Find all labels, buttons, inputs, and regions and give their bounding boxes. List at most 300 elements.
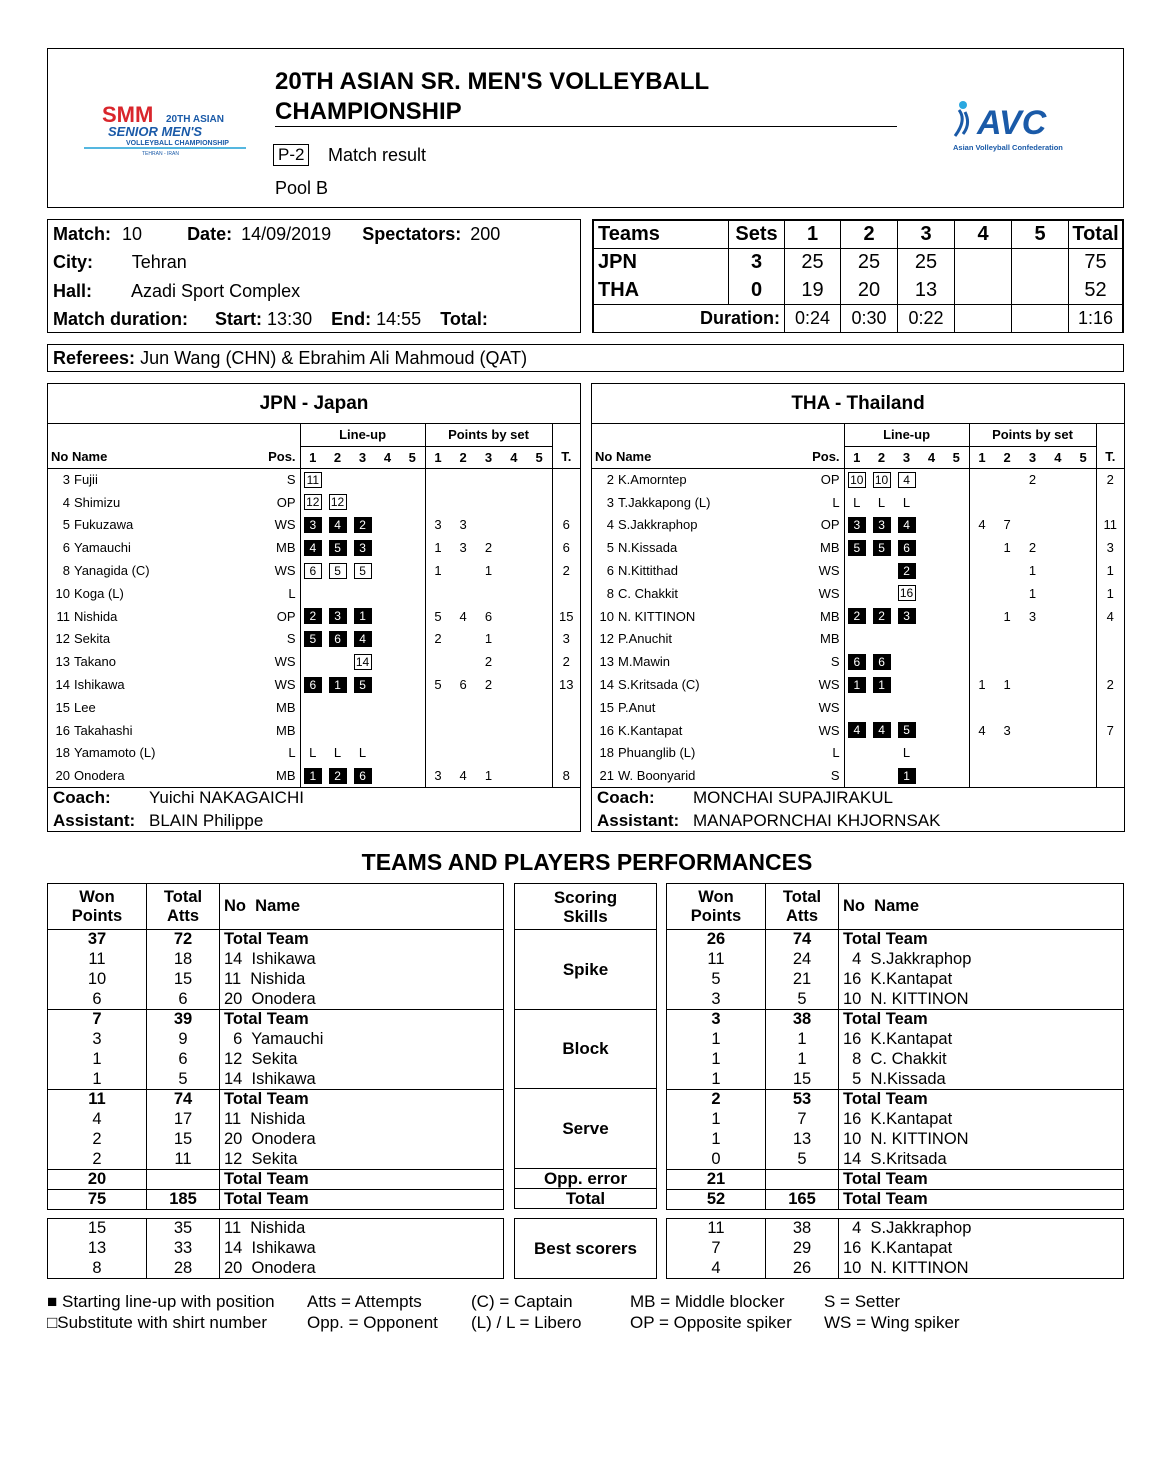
player-number: 16 [55, 722, 70, 738]
lineup-cell [944, 650, 969, 673]
points-header: Points by set [425, 424, 552, 446]
won-points: 7 [48, 1010, 147, 1030]
starting-position: 3 [873, 517, 891, 533]
total-attempts: 6 [147, 990, 220, 1010]
set-points: 1 [1028, 585, 1037, 601]
lineup-cell [300, 673, 325, 696]
set-points [527, 491, 552, 514]
won-points: 4 [48, 1110, 147, 1130]
player-label: 16 K.Kantapat [843, 970, 953, 988]
starting-position: 3 [354, 540, 372, 556]
libero-mark: L [902, 745, 911, 761]
player-number: 15 [599, 699, 614, 715]
set-points: 2 [484, 540, 493, 556]
player-row [592, 559, 1124, 582]
best-scorers-label-box [514, 1218, 657, 1279]
performance-header-row [667, 884, 1124, 930]
total-attempts: 165 [766, 1190, 839, 1210]
lineup-cell [844, 764, 869, 787]
set-points [1020, 650, 1045, 673]
lineup-cell [325, 468, 350, 491]
substitute-number: 14 [354, 654, 372, 670]
player-position: OP [268, 605, 300, 628]
set-points [1045, 536, 1070, 559]
set-points [425, 719, 450, 742]
set-points [969, 582, 994, 605]
player-label: Total Team [839, 1010, 1124, 1030]
lineup-cell [844, 673, 869, 696]
lineup-cell [400, 696, 425, 719]
starting-position: 2 [848, 608, 866, 624]
lineup-cell [300, 742, 325, 765]
player-number: 18 [599, 745, 614, 761]
lineup-cell [375, 719, 400, 742]
player-total [552, 468, 580, 491]
lineup-cell [300, 628, 325, 651]
set-header: 4 [1045, 446, 1070, 468]
won-points: 3 [667, 1010, 766, 1030]
sets-won: 3 [729, 249, 785, 277]
pool-label: Pool B [275, 178, 329, 198]
lineup-cell [325, 491, 350, 514]
starting-position: 4 [354, 631, 372, 647]
set-header: 1 [300, 446, 325, 468]
player-number: 21 [599, 768, 614, 784]
player-label: Total Team [220, 1170, 504, 1190]
best-scorers-label-table [514, 1218, 657, 1279]
starting-position: 3 [329, 608, 347, 624]
lineup-cell [400, 764, 425, 787]
lineup-cell [375, 468, 400, 491]
set-points [994, 628, 1019, 651]
player-row [592, 673, 1124, 696]
set-points [450, 719, 475, 742]
set-points: 2 [1028, 472, 1037, 488]
player-position: S [268, 468, 300, 491]
player-row [48, 650, 580, 673]
set-points: 1 [484, 631, 493, 647]
set-points [1071, 468, 1096, 491]
player-total [1096, 628, 1124, 651]
won-points: 6 [48, 990, 147, 1010]
set-points: 1 [484, 563, 493, 579]
player-number: 11 [56, 608, 70, 624]
set-points: 3 [459, 540, 467, 556]
lineup-cell [869, 468, 894, 491]
player-name: Ishikawa [74, 677, 125, 693]
lineup-cell [325, 673, 350, 696]
set-points [969, 559, 994, 582]
total-attempts: 26 [766, 1259, 839, 1279]
lineup-cell [375, 559, 400, 582]
total-attempts: 18 [147, 950, 220, 970]
set-header: 1 [425, 446, 450, 468]
lineup-cell [375, 673, 400, 696]
lineup-header: Line-up [844, 424, 969, 446]
lineup-cell [844, 696, 869, 719]
player-label: Total Team [220, 1010, 504, 1030]
player-position: WS [268, 650, 300, 673]
won-points: 26 [667, 930, 766, 950]
player-name: Nishida [74, 608, 118, 624]
player-number: 18 [55, 745, 70, 761]
player-stat-row [667, 1130, 1124, 1150]
set-duration: 0:24 [785, 305, 841, 333]
set-points [450, 468, 475, 491]
lineup-header-row [48, 424, 580, 446]
player-label: 4 S.Jakkraphop [843, 950, 972, 968]
lineup-cell [844, 491, 869, 514]
won-points: 52 [667, 1190, 766, 1210]
coach-row [597, 788, 893, 808]
player-label: 12 Sekita [224, 1149, 298, 1168]
lineup-cell [844, 628, 869, 651]
set-points [969, 536, 994, 559]
player-name: N. KITTINON [618, 608, 696, 624]
lineup-cell [400, 468, 425, 491]
player-position: L [812, 742, 844, 765]
set-points [527, 742, 552, 765]
lineup-cell [944, 673, 969, 696]
performance-header [48, 884, 504, 930]
lineup-cell [869, 742, 894, 765]
lineup-subheader-row [592, 446, 1124, 468]
set-points [1071, 742, 1096, 765]
lineup-cell [325, 742, 350, 765]
substitute-number: 11 [304, 472, 322, 488]
header-line: Won [79, 887, 115, 906]
starting-position: 1 [329, 677, 347, 693]
skill-label: Total [515, 1188, 657, 1208]
lineup-table [48, 424, 580, 787]
set-points: 1 [434, 540, 442, 556]
set-header: 1 [844, 446, 869, 468]
lineup-cell [350, 582, 375, 605]
player-number: 15 [55, 699, 70, 715]
lineup-cell [894, 650, 919, 673]
set-points [1020, 628, 1045, 651]
libero-mark: L [877, 494, 886, 510]
player-total [552, 491, 580, 514]
won-points: 8 [48, 1259, 147, 1279]
lineup-cell [919, 764, 944, 787]
player-stat-row [48, 970, 504, 990]
player-stat-row [48, 1130, 504, 1150]
lineup-cell [919, 673, 944, 696]
player-row [48, 696, 580, 719]
lineup-cell [300, 491, 325, 514]
player-position: OP [812, 468, 844, 491]
best-scorers-label-row [515, 1219, 657, 1279]
player-stat-row [667, 970, 1124, 990]
lineup-cell [350, 719, 375, 742]
player-total: 11 [1103, 517, 1117, 533]
set-points [1045, 491, 1070, 514]
set-points [527, 468, 552, 491]
set-points [425, 468, 450, 491]
player-name: Shimizu [74, 494, 121, 510]
substitute-number: 12 [329, 494, 347, 510]
player-number: 6 [62, 540, 70, 556]
lineup-cell [375, 582, 400, 605]
set-points [994, 468, 1019, 491]
set-header: 3 [476, 446, 501, 468]
player-row [592, 605, 1124, 628]
set-points: 1 [484, 768, 493, 784]
lineup-cell [400, 628, 425, 651]
set-points [1020, 514, 1045, 537]
substitute-number: 6 [304, 563, 322, 579]
player-stat-row [48, 1070, 504, 1090]
set-header: 3 [894, 446, 919, 468]
set-points [527, 628, 552, 651]
team-lineup-jpn [47, 383, 581, 832]
set-points: 3 [1028, 608, 1037, 624]
lineup-cell [869, 514, 894, 537]
player-label: 10 N. KITTINON [843, 1258, 969, 1277]
lineup-cell [300, 696, 325, 719]
lineup-cell [300, 650, 325, 673]
set-points: 2 [484, 654, 493, 670]
city-value: Tehran [131, 252, 187, 272]
player-position: L [268, 582, 300, 605]
player-row [592, 764, 1124, 787]
player-total [1096, 696, 1124, 719]
set-points [1020, 742, 1045, 765]
player-row [592, 696, 1124, 719]
lineup-cell [944, 764, 969, 787]
total-attempts: 15 [147, 970, 220, 990]
player-number: 14 [55, 677, 70, 693]
player-total: 6 [562, 517, 570, 533]
set-points [1071, 536, 1096, 559]
libero-mark: L [902, 494, 911, 510]
skill-row [515, 1168, 657, 1188]
starting-position: 1 [304, 768, 322, 784]
set-points [501, 764, 526, 787]
player-row [48, 764, 580, 787]
player-name: Phuanglib (L) [618, 745, 696, 761]
player-name: Fukuzawa [74, 517, 134, 533]
set-score [1012, 249, 1069, 277]
player-row [592, 719, 1124, 742]
set-header: 4 [919, 446, 944, 468]
starting-position: 4 [873, 722, 891, 738]
player-position: OP [812, 514, 844, 537]
player-name: Lee [74, 699, 96, 715]
player-position: MB [268, 696, 300, 719]
player-name: N.Kittithad [618, 563, 678, 579]
starting-position: 4 [848, 722, 866, 738]
set-header: 2 [450, 446, 475, 468]
starting-position: 2 [304, 608, 322, 624]
total-attempts: 53 [766, 1090, 839, 1110]
libero-mark: L [358, 745, 367, 761]
team-total-row [48, 1010, 504, 1030]
set-points [501, 559, 526, 582]
sets-duration-row [594, 305, 1123, 333]
lineup-cell [944, 742, 969, 765]
logo-left-line1: 20TH ASIAN [166, 114, 224, 125]
lineup-cell [944, 605, 969, 628]
lineup-cell [400, 491, 425, 514]
lineup-cell [894, 514, 919, 537]
set-points: 3 [434, 517, 442, 533]
team-total-row [667, 1170, 1124, 1190]
player-name: Onodera [74, 768, 125, 784]
lineup-cell [944, 468, 969, 491]
sets-header: Total [1069, 221, 1123, 249]
lineup-cell [325, 719, 350, 742]
header-line: Points [690, 906, 742, 925]
set-duration: 0:22 [898, 305, 955, 333]
set-points [450, 696, 475, 719]
player-label: 10 N. KITTINON [843, 1130, 969, 1148]
won-points: 20 [48, 1170, 147, 1190]
set-points [1045, 650, 1070, 673]
player-stat-row [667, 1070, 1124, 1090]
player-total [552, 719, 580, 742]
lineup-cell [894, 605, 919, 628]
date-label: Date: [187, 224, 233, 244]
player-number: 4 [606, 517, 614, 533]
smm-championship-logo [80, 100, 250, 158]
player-position: MB [812, 628, 844, 651]
player-stat-row [667, 950, 1124, 970]
set-points: 3 [1003, 722, 1011, 738]
total-attempts: 1 [766, 1030, 839, 1050]
sets-score-box [592, 219, 1124, 333]
player-total: 2 [1106, 472, 1114, 488]
player-total [1096, 650, 1124, 673]
set-points [1020, 696, 1045, 719]
won-points: 1 [667, 1030, 766, 1050]
set-points [1045, 742, 1070, 765]
coach-label: Coach: [597, 788, 655, 807]
set-points [1071, 559, 1096, 582]
set-points [450, 491, 475, 514]
match-date: 14/09/2019 [241, 224, 332, 244]
player-number: 12 [55, 631, 70, 647]
player-position: MB [268, 536, 300, 559]
lineup-cell [894, 719, 919, 742]
coach-name: MONCHAI SUPAJIRAKUL [693, 788, 893, 807]
won-points: 0 [667, 1150, 766, 1170]
set-points [994, 491, 1019, 514]
team-total-row [48, 1090, 504, 1110]
starting-position: 5 [873, 540, 891, 556]
total-attempts: 5 [147, 1070, 220, 1090]
lineup-cell [400, 719, 425, 742]
performance-table [47, 883, 504, 1210]
best-scorer-row [667, 1219, 1124, 1239]
lineup-cell [844, 742, 869, 765]
sets-table [593, 220, 1123, 333]
player-name: P.Anuchit [618, 631, 672, 647]
player-label: 11 Nishida [224, 1219, 306, 1238]
player-position: S [812, 764, 844, 787]
sets-header: 2 [841, 221, 898, 249]
set-duration: 0:30 [841, 305, 898, 333]
won-points: 2 [667, 1090, 766, 1110]
total-attempts: 74 [147, 1090, 220, 1110]
set-points: 4 [978, 722, 986, 738]
sets-header: Teams [594, 221, 729, 249]
set-score [955, 249, 1012, 277]
no-name-header: No Name [592, 446, 812, 468]
team-total-row [48, 930, 504, 950]
set-points [1045, 605, 1070, 628]
lineup-cell [375, 514, 400, 537]
player-position: S [268, 628, 300, 651]
player-label: Total Team [843, 930, 928, 949]
lineup-cell [350, 650, 375, 673]
won-points-header [667, 884, 766, 930]
set-points [501, 536, 526, 559]
lineup-cell [869, 582, 894, 605]
player-label: 14 S.Kritsada [843, 1149, 947, 1168]
lineup-cell [844, 605, 869, 628]
blank-cell [592, 424, 844, 446]
total-attempts: 9 [147, 1030, 220, 1050]
match-duration-label: Match duration: [53, 309, 188, 329]
player-name: M.Mawin [618, 654, 671, 670]
set-score: 25 [841, 249, 898, 277]
player-total: 13 [559, 677, 574, 693]
lineup-cell [919, 468, 944, 491]
team-code: JPN [594, 249, 729, 277]
player-total [1096, 742, 1124, 765]
coach-name: Yuichi NAKAGAICHI [149, 788, 304, 807]
set-points [501, 491, 526, 514]
starting-position: 6 [873, 654, 891, 670]
set-points [1071, 582, 1096, 605]
total-attempts: 39 [147, 1010, 220, 1030]
lineup-cell [894, 696, 919, 719]
won-points: 1 [667, 1070, 766, 1090]
set-points: 4 [459, 608, 467, 624]
player-row [48, 628, 580, 651]
set-points [1045, 514, 1070, 537]
lineup-cell [350, 605, 375, 628]
player-stat-row [48, 1110, 504, 1130]
lineup-cell [375, 605, 400, 628]
player-total: 15 [559, 608, 574, 624]
player-stat-row [48, 1030, 504, 1050]
set-points [450, 559, 475, 582]
set-points [994, 764, 1019, 787]
set-points [994, 742, 1019, 765]
lineup-cell [944, 719, 969, 742]
substitute-number: 5 [329, 563, 347, 579]
team-total-row [48, 1190, 504, 1210]
set-header: 2 [994, 446, 1019, 468]
player-name: K.Kantapat [618, 722, 683, 738]
logo-left-line4: TEHRAN - IRAN [142, 151, 179, 157]
total-attempts: 5 [766, 1150, 839, 1170]
set-points [994, 650, 1019, 673]
set-points [1020, 491, 1045, 514]
set-points [969, 764, 994, 787]
set-score [1012, 277, 1069, 305]
set-points [969, 650, 994, 673]
set-points [476, 582, 501, 605]
player-label: 14 Ishikawa [224, 1069, 316, 1088]
lineup-cell [325, 764, 350, 787]
set-points: 1 [1003, 608, 1011, 624]
lineup-cell [375, 650, 400, 673]
set-header: 5 [944, 446, 969, 468]
